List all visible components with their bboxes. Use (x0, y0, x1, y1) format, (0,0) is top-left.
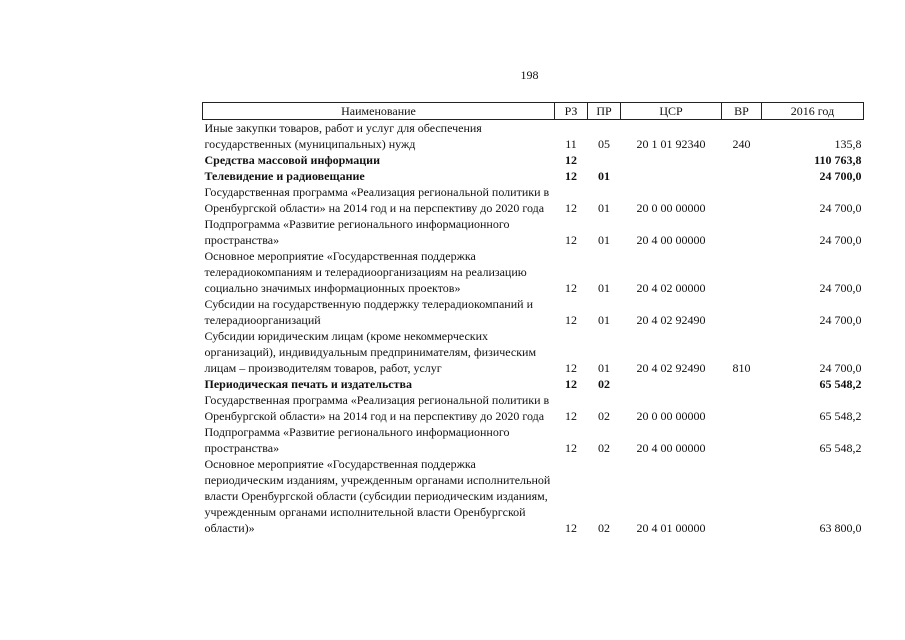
cell-pr: 02 (598, 409, 610, 423)
cell-csr: 20 4 02 92490 (636, 361, 706, 375)
cell-csr: 20 1 01 92340 (636, 137, 706, 151)
cell-amount: 24 700,0 (819, 233, 862, 247)
cell-name: Субсидии на государственную поддержку телерадиокомпаний и телерадиоорганизаций (204, 297, 533, 327)
cell-pr: 01 (598, 313, 610, 327)
cell-csr: 20 4 01 00000 (636, 521, 706, 535)
cell-name: Иные закупки товаров, работ и услуг для обеспечения государственных (муниципальных) нужд (204, 121, 482, 151)
cell-pr (588, 152, 621, 168)
cell-rz: 11 (565, 137, 577, 151)
table-row (203, 216, 864, 248)
cell-csr (621, 376, 722, 392)
cell-vr: 810 (732, 361, 751, 375)
page-number: 198 (520, 68, 539, 82)
cell-amount: 24 700,0 (819, 281, 862, 295)
table-row (203, 168, 864, 184)
cell-vr (722, 424, 762, 456)
cell-name: Периодическая печать и издательства (204, 377, 413, 391)
cell-csr: 20 4 00 00000 (636, 441, 706, 455)
cell-vr (722, 376, 762, 392)
cell-vr (722, 184, 762, 216)
cell-vr (722, 248, 762, 296)
cell-pr: 01 (598, 281, 610, 295)
cell-amount: 63 800,0 (819, 521, 862, 535)
table-row (203, 248, 864, 296)
cell-vr (722, 152, 762, 168)
cell-vr (722, 296, 762, 328)
table-body (203, 120, 864, 537)
cell-vr (722, 392, 762, 424)
cell-rz: 12 (565, 377, 577, 391)
cell-rz: 12 (565, 233, 577, 247)
header-amount: 2016 год (762, 103, 864, 120)
table-row (203, 392, 864, 424)
cell-name: Телевидение и радиовещание (204, 169, 365, 183)
cell-name: Подпрограмма «Развитие регионального информационного пространства» (204, 425, 510, 455)
cell-rz: 12 (565, 313, 577, 327)
cell-pr: 02 (598, 521, 610, 535)
table-row (203, 424, 864, 456)
cell-csr (621, 168, 722, 184)
table-row (203, 376, 864, 392)
cell-rz: 12 (565, 153, 577, 167)
budget-table (202, 102, 864, 536)
cell-pr: 01 (598, 169, 610, 183)
cell-name: Подпрограмма «Развитие регионального информационного пространства» (204, 217, 510, 247)
cell-amount: 24 700,0 (819, 313, 862, 327)
header-csr: ЦСР (621, 103, 722, 120)
cell-rz: 12 (565, 281, 577, 295)
cell-csr: 20 4 02 92490 (636, 313, 706, 327)
cell-rz: 12 (565, 441, 577, 455)
cell-pr: 01 (598, 361, 610, 375)
cell-pr: 01 (598, 233, 610, 247)
header-rz: РЗ (555, 103, 588, 120)
table-row (203, 328, 864, 376)
cell-vr (722, 168, 762, 184)
cell-amount: 110 763,8 (814, 153, 862, 167)
header-name: Наименование (203, 103, 555, 120)
cell-vr (722, 216, 762, 248)
cell-name: Государственная программа «Реализация региональной политики в Оренбургской области» на 2014 год и на перспективу до 2020 года (204, 185, 550, 215)
cell-amount: 65 548,2 (819, 409, 862, 423)
cell-name: Основное мероприятие «Государственная поддержка телерадиокомпаниям и телерадиоорганизациям на реализацию социально значимых информационных проектов» (204, 249, 527, 295)
cell-vr (722, 456, 762, 536)
cell-csr: 20 0 00 00000 (636, 409, 706, 423)
cell-name: Средства массовой информации (204, 153, 380, 167)
table-row (203, 184, 864, 216)
cell-name: Государственная программа «Реализация региональной политики в Оренбургской области» на 2014 год и на перспективу до 2020 года (204, 393, 550, 423)
cell-amount: 24 700,0 (819, 361, 862, 375)
cell-vr: 240 (732, 137, 751, 151)
cell-csr: 20 4 02 00000 (636, 281, 706, 295)
cell-pr: 02 (598, 377, 610, 391)
cell-pr: 05 (598, 137, 610, 151)
cell-name: Субсидии юридическим лицам (кроме некоммерческих организаций), индивидуальным предпринимателям, физическим лицам – производителям товаров, работ, услуг (204, 329, 537, 375)
cell-pr: 02 (598, 441, 610, 455)
cell-rz: 12 (565, 521, 577, 535)
cell-amount: 65 548,2 (819, 441, 862, 455)
cell-name: Основное мероприятие «Государственная поддержка периодическим изданиям, учрежденным органами исполнительной власти Оренбургской области (субсидии периодическим изданиям, учрежденным органами исполнительной власти Оренбургской области)» (204, 457, 551, 535)
cell-csr (621, 152, 722, 168)
cell-pr: 01 (598, 201, 610, 215)
header-pr: ПР (588, 103, 621, 120)
cell-csr: 20 4 00 00000 (636, 233, 706, 247)
table-row (203, 456, 864, 536)
table-row (203, 152, 864, 168)
header-vr: ВР (722, 103, 762, 120)
cell-amount: 24 700,0 (819, 169, 862, 183)
cell-rz: 12 (565, 409, 577, 423)
cell-amount: 65 548,2 (819, 377, 862, 391)
table-header-row (203, 103, 864, 120)
table-row (203, 120, 864, 153)
table-row (203, 296, 864, 328)
cell-rz: 12 (565, 201, 577, 215)
cell-rz: 12 (565, 361, 577, 375)
cell-amount: 24 700,0 (819, 201, 862, 215)
cell-csr: 20 0 00 00000 (636, 201, 706, 215)
cell-rz: 12 (565, 169, 577, 183)
cell-amount: 135,8 (834, 137, 862, 151)
